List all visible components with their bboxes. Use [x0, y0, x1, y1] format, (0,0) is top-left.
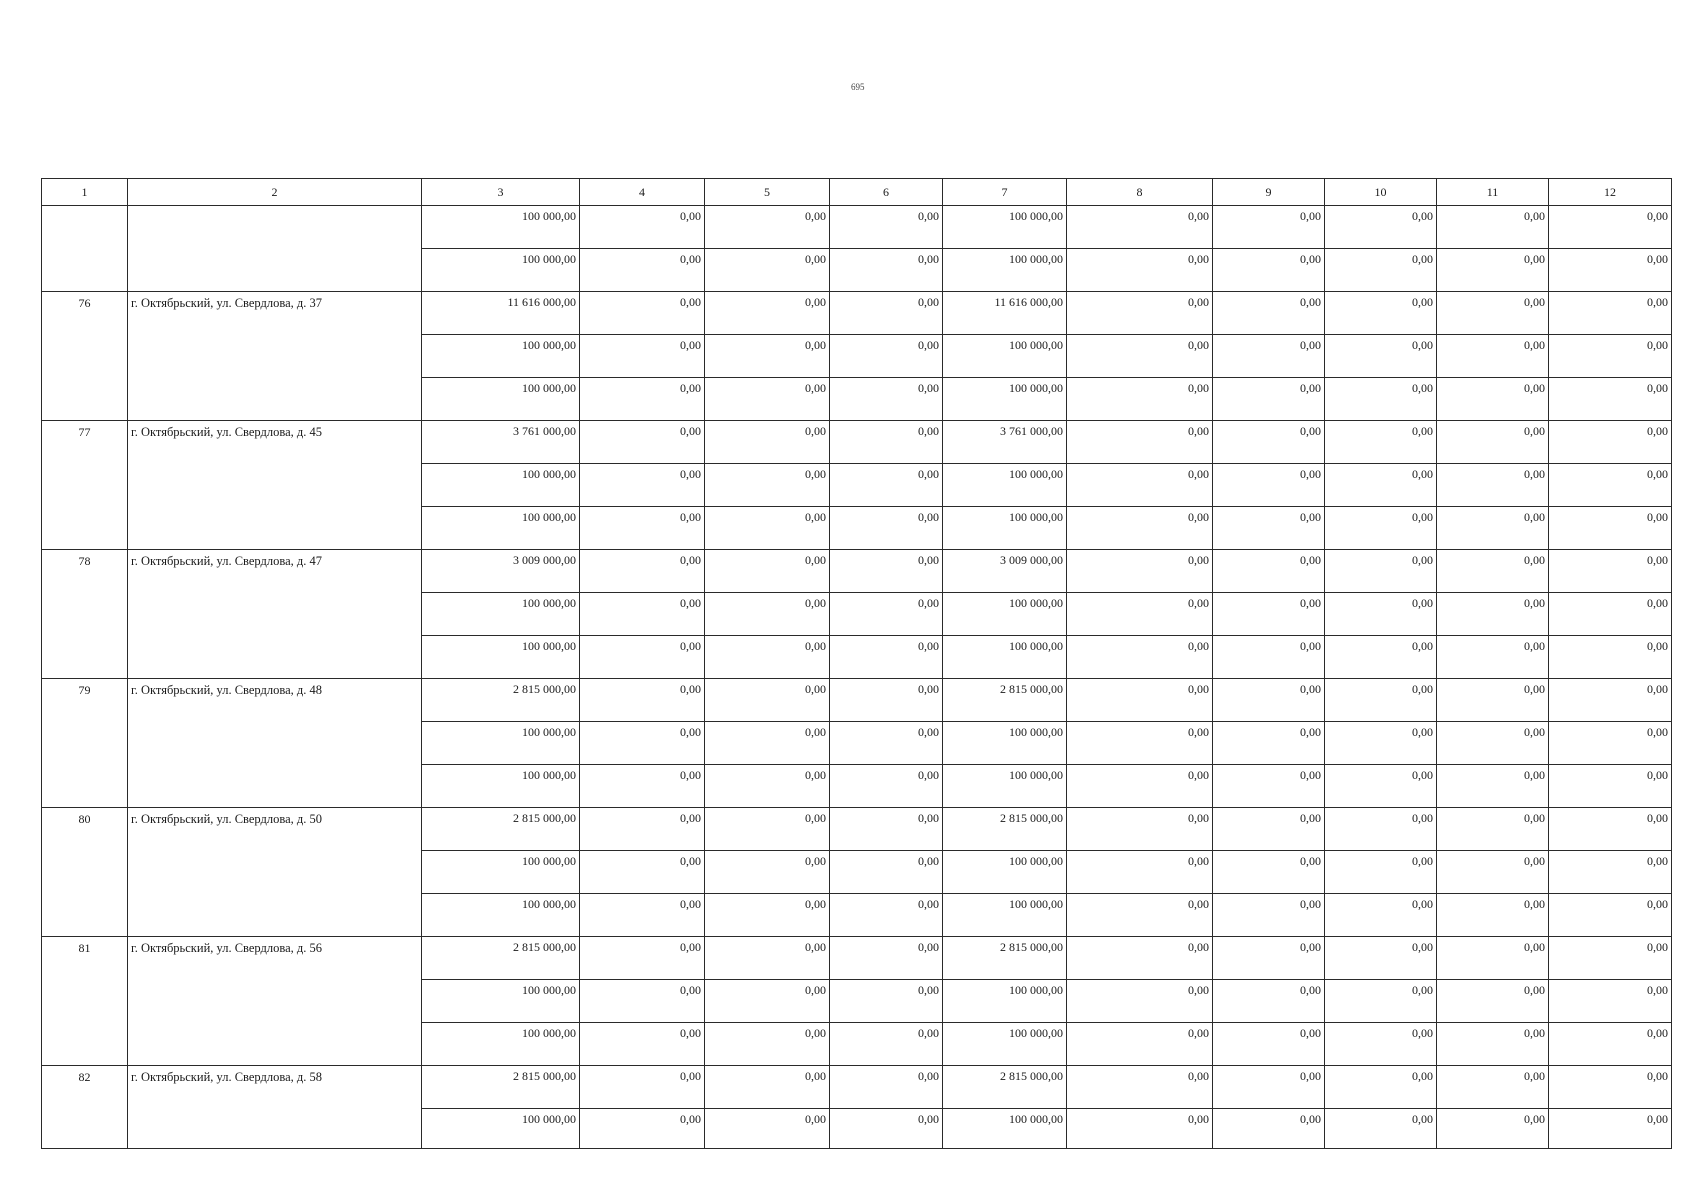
value-cell-col-4: 0,00 [580, 1109, 705, 1149]
value-cell-col-7: 100 000,00 [943, 507, 1067, 550]
value-cell-col-10: 0,00 [1325, 808, 1437, 851]
address-cell: г. Октябрьский, ул. Свердлова, д. 58 [128, 1066, 422, 1149]
value-cell-col-5: 0,00 [705, 679, 830, 722]
value-cell-col-5: 0,00 [705, 851, 830, 894]
row-index: 80 [42, 808, 128, 937]
value-cell-col-9: 0,00 [1213, 722, 1325, 765]
value-cell-col-12: 0,00 [1549, 1066, 1672, 1109]
value-cell-col-4: 0,00 [580, 980, 705, 1023]
value-cell-col-3: 100 000,00 [422, 722, 580, 765]
value-cell-col-9: 0,00 [1213, 335, 1325, 378]
value-cell-col-7: 100 000,00 [943, 593, 1067, 636]
column-header-2: 2 [128, 179, 422, 206]
value-cell-col-6: 0,00 [830, 464, 943, 507]
value-cell-col-3: 100 000,00 [422, 1023, 580, 1066]
value-cell-col-6: 0,00 [830, 335, 943, 378]
value-cell-col-9: 0,00 [1213, 249, 1325, 292]
value-cell-col-9: 0,00 [1213, 980, 1325, 1023]
value-cell-col-4: 0,00 [580, 206, 705, 249]
value-cell-col-8: 0,00 [1067, 679, 1213, 722]
value-cell-col-12: 0,00 [1549, 464, 1672, 507]
value-cell-col-9: 0,00 [1213, 550, 1325, 593]
value-cell-col-3: 2 815 000,00 [422, 937, 580, 980]
address-cell: г. Октябрьский, ул. Свердлова, д. 45 [128, 421, 422, 550]
value-cell-col-8: 0,00 [1067, 937, 1213, 980]
value-cell-col-7: 100 000,00 [943, 1109, 1067, 1149]
value-cell-col-11: 0,00 [1437, 335, 1549, 378]
table-row [42, 679, 1672, 722]
value-cell-col-4: 0,00 [580, 722, 705, 765]
value-cell-col-8: 0,00 [1067, 464, 1213, 507]
value-cell-col-5: 0,00 [705, 464, 830, 507]
value-cell-col-12: 0,00 [1549, 1023, 1672, 1066]
value-cell-col-6: 0,00 [830, 851, 943, 894]
value-cell-col-3: 100 000,00 [422, 464, 580, 507]
table-header [42, 179, 1672, 206]
value-cell-col-11: 0,00 [1437, 507, 1549, 550]
value-cell-col-11: 0,00 [1437, 421, 1549, 464]
value-cell-col-5: 0,00 [705, 937, 830, 980]
column-header-1: 1 [42, 179, 128, 206]
value-cell-col-6: 0,00 [830, 507, 943, 550]
value-cell-col-3: 100 000,00 [422, 507, 580, 550]
value-cell-col-8: 0,00 [1067, 507, 1213, 550]
value-cell-col-3: 2 815 000,00 [422, 808, 580, 851]
value-cell-col-11: 0,00 [1437, 937, 1549, 980]
value-cell-col-6: 0,00 [830, 679, 943, 722]
value-cell-col-12: 0,00 [1549, 249, 1672, 292]
value-cell-col-8: 0,00 [1067, 722, 1213, 765]
value-cell-col-11: 0,00 [1437, 679, 1549, 722]
value-cell-col-5: 0,00 [705, 378, 830, 421]
value-cell-col-3: 11 616 000,00 [422, 292, 580, 335]
value-cell-col-9: 0,00 [1213, 1066, 1325, 1109]
value-cell-col-5: 0,00 [705, 980, 830, 1023]
value-cell-col-12: 0,00 [1549, 937, 1672, 980]
value-cell-col-10: 0,00 [1325, 421, 1437, 464]
column-header-9: 9 [1213, 179, 1325, 206]
value-cell-col-3: 100 000,00 [422, 894, 580, 937]
value-cell-col-9: 0,00 [1213, 292, 1325, 335]
value-cell-col-6: 0,00 [830, 550, 943, 593]
value-cell-col-11: 0,00 [1437, 593, 1549, 636]
value-cell-col-12: 0,00 [1549, 808, 1672, 851]
value-cell-col-10: 0,00 [1325, 593, 1437, 636]
value-cell-col-9: 0,00 [1213, 937, 1325, 980]
column-header-11: 11 [1437, 179, 1549, 206]
value-cell-col-6: 0,00 [830, 1023, 943, 1066]
value-cell-col-12: 0,00 [1549, 507, 1672, 550]
value-cell-col-4: 0,00 [580, 808, 705, 851]
value-cell-col-4: 0,00 [580, 593, 705, 636]
value-cell-col-11: 0,00 [1437, 636, 1549, 679]
value-cell-col-10: 0,00 [1325, 1066, 1437, 1109]
value-cell-col-4: 0,00 [580, 507, 705, 550]
value-cell-col-12: 0,00 [1549, 851, 1672, 894]
value-cell-col-10: 0,00 [1325, 507, 1437, 550]
value-cell-col-10: 0,00 [1325, 378, 1437, 421]
value-cell-col-3: 3 009 000,00 [422, 550, 580, 593]
value-cell-col-5: 0,00 [705, 636, 830, 679]
value-cell-col-5: 0,00 [705, 765, 830, 808]
value-cell-col-3: 100 000,00 [422, 1109, 580, 1149]
value-cell-col-6: 0,00 [830, 636, 943, 679]
value-cell-col-8: 0,00 [1067, 1109, 1213, 1149]
page-number: 695 [851, 82, 865, 92]
value-cell-col-11: 0,00 [1437, 378, 1549, 421]
value-cell-col-11: 0,00 [1437, 1023, 1549, 1066]
value-cell-col-5: 0,00 [705, 1023, 830, 1066]
value-cell-col-7: 100 000,00 [943, 894, 1067, 937]
value-cell-col-8: 0,00 [1067, 593, 1213, 636]
value-cell-col-5: 0,00 [705, 249, 830, 292]
address-cell [128, 206, 422, 292]
value-cell-col-11: 0,00 [1437, 980, 1549, 1023]
value-cell-col-10: 0,00 [1325, 765, 1437, 808]
value-cell-col-3: 100 000,00 [422, 765, 580, 808]
value-cell-col-10: 0,00 [1325, 722, 1437, 765]
value-cell-col-8: 0,00 [1067, 1066, 1213, 1109]
value-cell-col-7: 2 815 000,00 [943, 808, 1067, 851]
value-cell-col-7: 2 815 000,00 [943, 679, 1067, 722]
value-cell-col-7: 100 000,00 [943, 1023, 1067, 1066]
value-cell-col-6: 0,00 [830, 808, 943, 851]
value-cell-col-6: 0,00 [830, 722, 943, 765]
value-cell-col-11: 0,00 [1437, 808, 1549, 851]
value-cell-col-11: 0,00 [1437, 249, 1549, 292]
value-cell-col-3: 100 000,00 [422, 593, 580, 636]
value-cell-col-3: 100 000,00 [422, 206, 580, 249]
value-cell-col-3: 3 761 000,00 [422, 421, 580, 464]
budget-table [41, 178, 1672, 1149]
value-cell-col-8: 0,00 [1067, 980, 1213, 1023]
table-row [42, 421, 1672, 464]
value-cell-col-8: 0,00 [1067, 292, 1213, 335]
value-cell-col-12: 0,00 [1549, 378, 1672, 421]
value-cell-col-6: 0,00 [830, 1109, 943, 1149]
value-cell-col-12: 0,00 [1549, 421, 1672, 464]
row-index: 81 [42, 937, 128, 1066]
value-cell-col-12: 0,00 [1549, 550, 1672, 593]
value-cell-col-8: 0,00 [1067, 765, 1213, 808]
value-cell-col-12: 0,00 [1549, 679, 1672, 722]
table-row [42, 1066, 1672, 1109]
value-cell-col-11: 0,00 [1437, 1109, 1549, 1149]
value-cell-col-9: 0,00 [1213, 636, 1325, 679]
value-cell-col-12: 0,00 [1549, 765, 1672, 808]
value-cell-col-5: 0,00 [705, 808, 830, 851]
value-cell-col-9: 0,00 [1213, 1109, 1325, 1149]
value-cell-col-6: 0,00 [830, 1066, 943, 1109]
value-cell-col-4: 0,00 [580, 464, 705, 507]
value-cell-col-4: 0,00 [580, 335, 705, 378]
value-cell-col-8: 0,00 [1067, 808, 1213, 851]
value-cell-col-3: 2 815 000,00 [422, 679, 580, 722]
address-cell: г. Октябрьский, ул. Свердлова, д. 56 [128, 937, 422, 1066]
row-index: 76 [42, 292, 128, 421]
value-cell-col-6: 0,00 [830, 937, 943, 980]
value-cell-col-10: 0,00 [1325, 550, 1437, 593]
value-cell-col-9: 0,00 [1213, 206, 1325, 249]
table-row [42, 206, 1672, 249]
row-index: 79 [42, 679, 128, 808]
value-cell-col-8: 0,00 [1067, 249, 1213, 292]
value-cell-col-10: 0,00 [1325, 851, 1437, 894]
table-body [42, 206, 1672, 1149]
value-cell-col-10: 0,00 [1325, 464, 1437, 507]
value-cell-col-9: 0,00 [1213, 894, 1325, 937]
value-cell-col-6: 0,00 [830, 980, 943, 1023]
value-cell-col-7: 100 000,00 [943, 335, 1067, 378]
value-cell-col-3: 100 000,00 [422, 249, 580, 292]
column-header-3: 3 [422, 179, 580, 206]
address-cell: г. Октябрьский, ул. Свердлова, д. 47 [128, 550, 422, 679]
value-cell-col-9: 0,00 [1213, 1023, 1325, 1066]
value-cell-col-4: 0,00 [580, 679, 705, 722]
value-cell-col-3: 100 000,00 [422, 851, 580, 894]
value-cell-col-10: 0,00 [1325, 679, 1437, 722]
column-header-5: 5 [705, 179, 830, 206]
value-cell-col-11: 0,00 [1437, 851, 1549, 894]
row-index: 77 [42, 421, 128, 550]
value-cell-col-9: 0,00 [1213, 851, 1325, 894]
value-cell-col-9: 0,00 [1213, 679, 1325, 722]
column-header-12: 12 [1549, 179, 1672, 206]
value-cell-col-8: 0,00 [1067, 421, 1213, 464]
value-cell-col-10: 0,00 [1325, 894, 1437, 937]
value-cell-col-12: 0,00 [1549, 335, 1672, 378]
value-cell-col-9: 0,00 [1213, 421, 1325, 464]
value-cell-col-3: 100 000,00 [422, 636, 580, 679]
value-cell-col-5: 0,00 [705, 206, 830, 249]
value-cell-col-11: 0,00 [1437, 1066, 1549, 1109]
value-cell-col-10: 0,00 [1325, 206, 1437, 249]
column-header-8: 8 [1067, 179, 1213, 206]
value-cell-col-9: 0,00 [1213, 464, 1325, 507]
value-cell-col-5: 0,00 [705, 1109, 830, 1149]
value-cell-col-9: 0,00 [1213, 507, 1325, 550]
value-cell-col-7: 100 000,00 [943, 851, 1067, 894]
value-cell-col-5: 0,00 [705, 894, 830, 937]
value-cell-col-3: 100 000,00 [422, 378, 580, 421]
value-cell-col-10: 0,00 [1325, 249, 1437, 292]
value-cell-col-12: 0,00 [1549, 1109, 1672, 1149]
value-cell-col-7: 3 009 000,00 [943, 550, 1067, 593]
value-cell-col-9: 0,00 [1213, 808, 1325, 851]
value-cell-col-12: 0,00 [1549, 894, 1672, 937]
value-cell-col-4: 0,00 [580, 378, 705, 421]
value-cell-col-7: 100 000,00 [943, 980, 1067, 1023]
value-cell-col-10: 0,00 [1325, 335, 1437, 378]
value-cell-col-8: 0,00 [1067, 550, 1213, 593]
table-row [42, 808, 1672, 851]
value-cell-col-12: 0,00 [1549, 636, 1672, 679]
address-cell: г. Октябрьский, ул. Свердлова, д. 50 [128, 808, 422, 937]
header-row [42, 179, 1672, 206]
value-cell-col-8: 0,00 [1067, 206, 1213, 249]
value-cell-col-5: 0,00 [705, 335, 830, 378]
address-cell: г. Октябрьский, ул. Свердлова, д. 37 [128, 292, 422, 421]
value-cell-col-11: 0,00 [1437, 765, 1549, 808]
value-cell-col-10: 0,00 [1325, 1023, 1437, 1066]
value-cell-col-5: 0,00 [705, 507, 830, 550]
value-cell-col-11: 0,00 [1437, 292, 1549, 335]
value-cell-col-10: 0,00 [1325, 937, 1437, 980]
table-row [42, 292, 1672, 335]
value-cell-col-11: 0,00 [1437, 464, 1549, 507]
value-cell-col-4: 0,00 [580, 249, 705, 292]
value-cell-col-8: 0,00 [1067, 851, 1213, 894]
value-cell-col-4: 0,00 [580, 851, 705, 894]
column-header-4: 4 [580, 179, 705, 206]
value-cell-col-3: 100 000,00 [422, 980, 580, 1023]
value-cell-col-10: 0,00 [1325, 1109, 1437, 1149]
value-cell-col-11: 0,00 [1437, 550, 1549, 593]
row-index: 82 [42, 1066, 128, 1149]
value-cell-col-7: 100 000,00 [943, 765, 1067, 808]
value-cell-col-5: 0,00 [705, 722, 830, 765]
value-cell-col-8: 0,00 [1067, 1023, 1213, 1066]
value-cell-col-3: 100 000,00 [422, 335, 580, 378]
value-cell-col-4: 0,00 [580, 550, 705, 593]
value-cell-col-6: 0,00 [830, 894, 943, 937]
value-cell-col-12: 0,00 [1549, 593, 1672, 636]
row-index [42, 206, 128, 292]
value-cell-col-12: 0,00 [1549, 206, 1672, 249]
value-cell-col-8: 0,00 [1067, 894, 1213, 937]
value-cell-col-11: 0,00 [1437, 722, 1549, 765]
value-cell-col-6: 0,00 [830, 292, 943, 335]
value-cell-col-12: 0,00 [1549, 722, 1672, 765]
value-cell-col-6: 0,00 [830, 421, 943, 464]
value-cell-col-7: 100 000,00 [943, 722, 1067, 765]
value-cell-col-6: 0,00 [830, 378, 943, 421]
value-cell-col-7: 100 000,00 [943, 249, 1067, 292]
value-cell-col-10: 0,00 [1325, 292, 1437, 335]
value-cell-col-8: 0,00 [1067, 636, 1213, 679]
value-cell-col-11: 0,00 [1437, 206, 1549, 249]
value-cell-col-4: 0,00 [580, 894, 705, 937]
value-cell-col-8: 0,00 [1067, 378, 1213, 421]
value-cell-col-9: 0,00 [1213, 378, 1325, 421]
value-cell-col-11: 0,00 [1437, 894, 1549, 937]
value-cell-col-4: 0,00 [580, 421, 705, 464]
column-header-7: 7 [943, 179, 1067, 206]
value-cell-col-7: 2 815 000,00 [943, 1066, 1067, 1109]
value-cell-col-7: 100 000,00 [943, 206, 1067, 249]
value-cell-col-12: 0,00 [1549, 980, 1672, 1023]
table-row [42, 937, 1672, 980]
row-index: 78 [42, 550, 128, 679]
value-cell-col-7: 2 815 000,00 [943, 937, 1067, 980]
value-cell-col-9: 0,00 [1213, 593, 1325, 636]
value-cell-col-4: 0,00 [580, 765, 705, 808]
value-cell-col-5: 0,00 [705, 550, 830, 593]
value-cell-col-12: 0,00 [1549, 292, 1672, 335]
table-row [42, 550, 1672, 593]
value-cell-col-6: 0,00 [830, 206, 943, 249]
column-header-10: 10 [1325, 179, 1437, 206]
value-cell-col-4: 0,00 [580, 937, 705, 980]
value-cell-col-8: 0,00 [1067, 335, 1213, 378]
value-cell-col-9: 0,00 [1213, 765, 1325, 808]
value-cell-col-7: 100 000,00 [943, 636, 1067, 679]
value-cell-col-4: 0,00 [580, 1023, 705, 1066]
value-cell-col-4: 0,00 [580, 1066, 705, 1109]
value-cell-col-7: 100 000,00 [943, 378, 1067, 421]
value-cell-col-3: 2 815 000,00 [422, 1066, 580, 1109]
value-cell-col-6: 0,00 [830, 593, 943, 636]
column-header-6: 6 [830, 179, 943, 206]
value-cell-col-5: 0,00 [705, 1066, 830, 1109]
value-cell-col-10: 0,00 [1325, 980, 1437, 1023]
value-cell-col-7: 100 000,00 [943, 464, 1067, 507]
value-cell-col-6: 0,00 [830, 249, 943, 292]
value-cell-col-4: 0,00 [580, 292, 705, 335]
value-cell-col-4: 0,00 [580, 636, 705, 679]
value-cell-col-6: 0,00 [830, 765, 943, 808]
value-cell-col-10: 0,00 [1325, 636, 1437, 679]
value-cell-col-5: 0,00 [705, 421, 830, 464]
value-cell-col-5: 0,00 [705, 593, 830, 636]
value-cell-col-7: 3 761 000,00 [943, 421, 1067, 464]
address-cell: г. Октябрьский, ул. Свердлова, д. 48 [128, 679, 422, 808]
value-cell-col-5: 0,00 [705, 292, 830, 335]
value-cell-col-7: 11 616 000,00 [943, 292, 1067, 335]
